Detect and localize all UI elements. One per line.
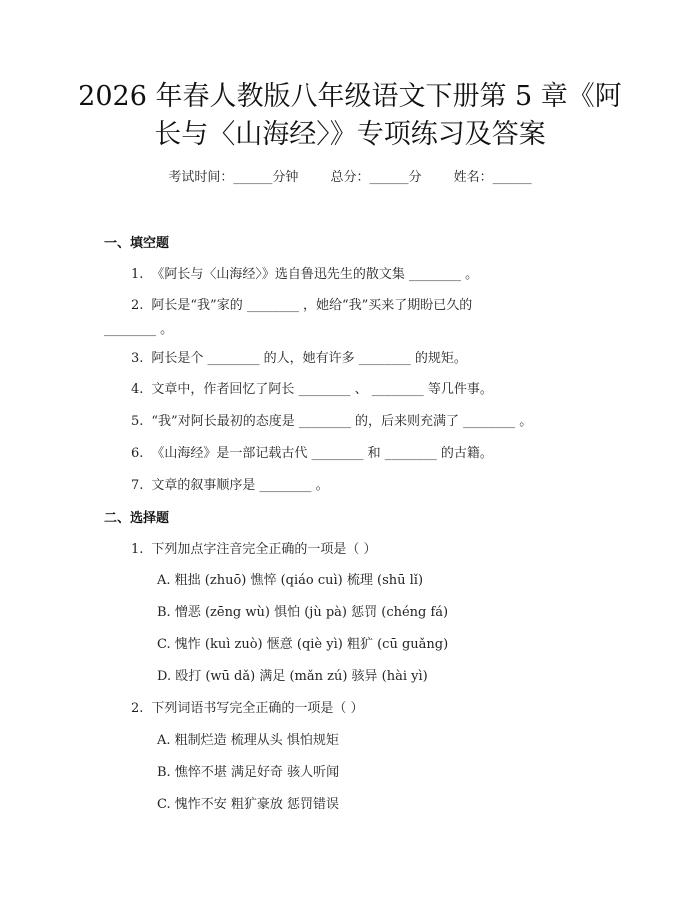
choice-option-b: B. 憎恶 (zēng wù) 惧怕 (jù pà) 惩罚 (chéng fá) xyxy=(157,605,449,620)
question-number: 5. xyxy=(131,414,144,429)
question-text: “我”对阿长最初的态度是 ________ 的，后来则充满了 ________ 。 xyxy=(151,414,533,429)
student-name-field: 姓名：______ xyxy=(453,170,532,185)
choice-option-c: C. 愧怍不安 粗犷豪放 惩罚错误 xyxy=(157,797,340,812)
fill-question-4 xyxy=(131,378,493,397)
choice-option-a: A. 粗拙 (zhuō) 憔悴 (qiáo cuì) 梳理 (shū lǐ) xyxy=(157,573,424,588)
choice-option-b: B. 憔悴不堪 满足好奇 骇人听闻 xyxy=(157,765,340,780)
fill-question-2 xyxy=(131,294,472,313)
question-text: 下列词语书写完全正确的一项是（ ） xyxy=(151,701,364,716)
question-text: 《阿长与〈山海经〉》选自鲁迅先生的散文集 ________ 。 xyxy=(151,267,479,282)
fill-question-7 xyxy=(131,474,329,493)
question-number: 6. xyxy=(131,446,144,461)
question-text: 下列加点字注音完全正确的一项是（ ） xyxy=(151,542,377,557)
choice-option-c: C. 愧怍 (kuì zuò) 惬意 (qiè yì) 粗犷 (cū guǎng) xyxy=(157,637,449,652)
question-number: 2. xyxy=(131,701,144,716)
question-text: 《山海经》是一部记载古代 ________ 和 ________ 的古籍。 xyxy=(151,446,493,461)
section-heading-fill-in: 一、填空题 xyxy=(104,236,170,251)
question-text: 阿长是“我”家的 ________ ，她给“我”买来了期盼已久的 xyxy=(151,298,473,313)
question-text: 文章中，作者回忆了阿长 ________ 、 ________ 等几件事。 xyxy=(151,382,493,397)
section-heading-multiple-choice: 二、选择题 xyxy=(104,511,170,526)
fill-question-5 xyxy=(131,410,532,429)
choice-option-a: A. 粗制烂造 梳理从头 惧怕规矩 xyxy=(157,733,339,748)
question-number: 1. xyxy=(131,542,144,557)
page-title-line-2: 长与〈山海经〉》专项练习及答案 xyxy=(154,119,546,150)
question-number: 1. xyxy=(131,267,144,282)
choice-question-1 xyxy=(131,538,377,557)
fill-question-2-continuation: ________ 。 xyxy=(104,322,174,337)
question-text: 文章的叙事顺序是 ________ 。 xyxy=(151,478,329,493)
exam-time-field: 考试时间：______分钟 xyxy=(168,170,299,185)
fill-question-1 xyxy=(131,263,478,282)
question-number: 7. xyxy=(131,478,144,493)
page-title-line-1: 2026 年春人教版八年级语文下册第 5 章《阿 xyxy=(78,81,622,112)
exam-meta xyxy=(0,166,700,185)
choice-option-d: D. 殴打 (wū dǎ) 满足 (mǎn zú) 骇异 (hài yì) xyxy=(157,669,428,684)
choice-question-2 xyxy=(131,697,364,716)
question-number: 3. xyxy=(131,351,144,366)
question-text: 阿长是个 ________ 的人，她有许多 ________ 的规矩。 xyxy=(151,351,467,366)
question-number: 2. xyxy=(131,298,144,313)
question-number: 4. xyxy=(131,382,144,397)
fill-question-3 xyxy=(131,347,467,366)
fill-question-6 xyxy=(131,442,493,461)
total-score-field: 总分：______分 xyxy=(330,170,422,185)
